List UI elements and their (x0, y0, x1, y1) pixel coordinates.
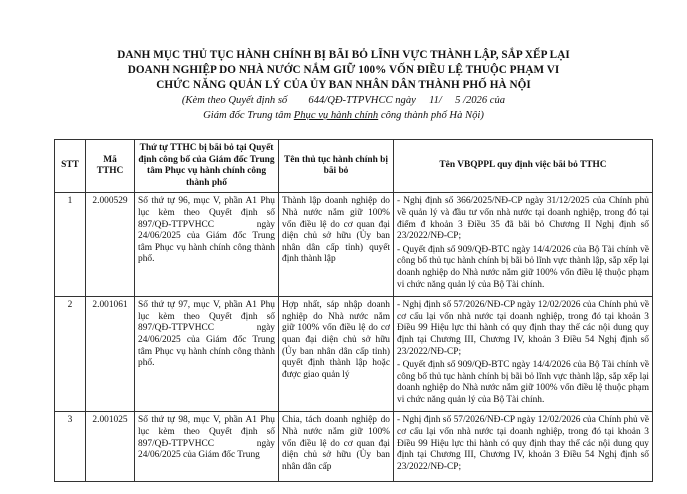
row-law (394, 193, 653, 297)
law-item: - Nghị định số 57/2026/NĐ-CP ngày 12/02/2026 của Chính phủ về cơ cấu lại vốn nhà nước tại doanh nghiệp, trong đó tại khoản 3 Điều 99 Hiệu lực thi hành có quy định thay thế các nội dung quy định tại Chương III, Chương IV, khoản 3 Điều 54 Nghị định số 23/2022/NĐ-CP; (397, 300, 649, 357)
title-line-2: DOANH NGHIỆP DO NHÀ NƯỚC NẮM GIỮ 100% VỐN ĐIỀU LỆ THUỘC PHẠM VI (127, 64, 560, 76)
document-heading (0, 48, 687, 123)
row-code: 2.000529 (86, 193, 135, 297)
row-code: 2.001061 (86, 297, 135, 412)
column-header-order: Thứ tự TTHC bị bãi bỏ tại Quyết định công bố của Giám đốc Trung tâm Phục vụ hành chính công thành phố (135, 140, 279, 193)
column-header-stt: STT (55, 140, 86, 193)
subtitle-text-1: (Kèm theo Quyết định số 644/QĐ-TTPVHCC ngày 11/ 5 /2026 của (181, 95, 506, 106)
row-name: Hợp nhất, sáp nhập doanh nghiệp do Nhà nước nắm giữ 100% vốn điều lệ do cơ quan đại diện chủ sở hữu (Ủy ban nhân dân cấp tỉnh) quyết định thành lập hoặc được giao quản lý (279, 297, 394, 412)
procedure-table (54, 139, 653, 482)
row-order: Số thứ tự 97, mục V, phần A1 Phụ lục kèm theo Quyết định số 897/QĐ-TTPVHCC ngày 24/06/2025 của Giám đốc Trung tâm Phục vụ hành chính công thành phố. (135, 297, 279, 412)
row-stt: 3 (55, 412, 86, 482)
law-item: - Quyết định số 909/QĐ-BTC ngày 14/4/2026 của Bộ Tài chính về công bố thủ tục hành chính bị bãi bỏ lĩnh vực thành lập, sắp xếp lại doanh nghiệp do Nhà nước nắm giữ 100% vốn điều lệ thuộc phạm vi chức năng quản lý của Bộ Tài chính. (397, 360, 649, 405)
title-line-3: CHỨC NĂNG QUẢN LÝ CỦA ỦY BAN NHÂN DÂN THÀNH PHỐ HÀ NỘI (156, 79, 531, 91)
table-row (55, 193, 653, 297)
table-row (55, 297, 653, 412)
row-code: 2.001025 (86, 412, 135, 482)
row-law (394, 297, 653, 412)
row-order: Số thứ tự 96, mục V, phần A1 Phụ lục kèm theo Quyết định số 897/QĐ-TTPVHCC ngày 24/06/2025 của Giám đốc Trung tâm Phục vụ hành chính công thành phố. (135, 193, 279, 297)
row-stt: 2 (55, 297, 86, 412)
law-item: - Nghị định số 57/2026/NĐ-CP ngày 12/02/2026 của Chính phủ về cơ cấu lại vốn nhà nước tại doanh nghiệp, trong đó tại khoản 3 Điều 99 Hiệu lực thi hành có quy định thay thế các nội dung quy định tại Chương III, Chương IV, khoản 3 Điều 54 Nghị định số 23/2022/NĐ-CP; (397, 415, 649, 472)
subtitle-post: công thành phố Hà Nội) (378, 110, 484, 121)
column-header-name: Tên thủ tục hành chính bị bãi bỏ (279, 140, 394, 193)
subtitle-pre: Giám đốc Trung tâm (203, 110, 294, 121)
row-name: Thành lập doanh nghiệp do Nhà nước nắm giữ 100% vốn điều lệ do cơ quan đại diện chủ sở hữu (Ủy ban nhân dân cấp tỉnh) quyết định thành lập (279, 193, 394, 297)
row-order: Số thứ tự 98, mục V, phần A1 Phụ lục kèm theo Quyết định số 897/QĐ-TTPVHCC ngày 24/06/2025 của Giám đốc Trung (135, 412, 279, 482)
row-law (394, 412, 653, 482)
subtitle-line-1 (0, 93, 687, 108)
row-name: Chia, tách doanh nghiệp do Nhà nước nắm giữ 100% vốn điều lệ do cơ quan đại diện chủ sở hữu (Ủy ban nhân dân cấp (279, 412, 394, 482)
row-stt: 1 (55, 193, 86, 297)
law-item: - Quyết định số 909/QĐ-BTC ngày 14/4/2026 của Bộ Tài chính về công bố thủ tục hành chính bị bãi bỏ lĩnh vực thành lập, sắp xếp lại doanh nghiệp do Nhà nước nắm giữ 100% vốn điều lệ thuộc phạm vi chức năng quản lý của Bộ Tài chính. (397, 244, 649, 290)
title-line-1: DANH MỤC THỦ TỤC HÀNH CHÍNH BỊ BÃI BỎ LĨNH VỰC THÀNH LẬP, SẮP XẾP LẠI (117, 49, 570, 61)
subtitle-underlined: Phục vụ hành chính (293, 110, 379, 121)
table-header-row (55, 140, 653, 193)
column-header-code: Mã TTHC (86, 140, 135, 193)
law-item: - Nghị định số 366/2025/NĐ-CP ngày 31/12/2025 của Chính phủ về quản lý và đầu tư vốn nhà nước tại doanh nghiệp, trong đó tại điểm đ khoản 3 Điều 35 đã bãi bỏ Chương II Nghị định số 23/2022/NĐ-CP; (397, 196, 649, 242)
subtitle-line-2 (0, 108, 687, 123)
table-row (55, 412, 653, 482)
column-header-law: Tên VBQPPL quy định việc bãi bỏ TTHC (394, 140, 653, 193)
